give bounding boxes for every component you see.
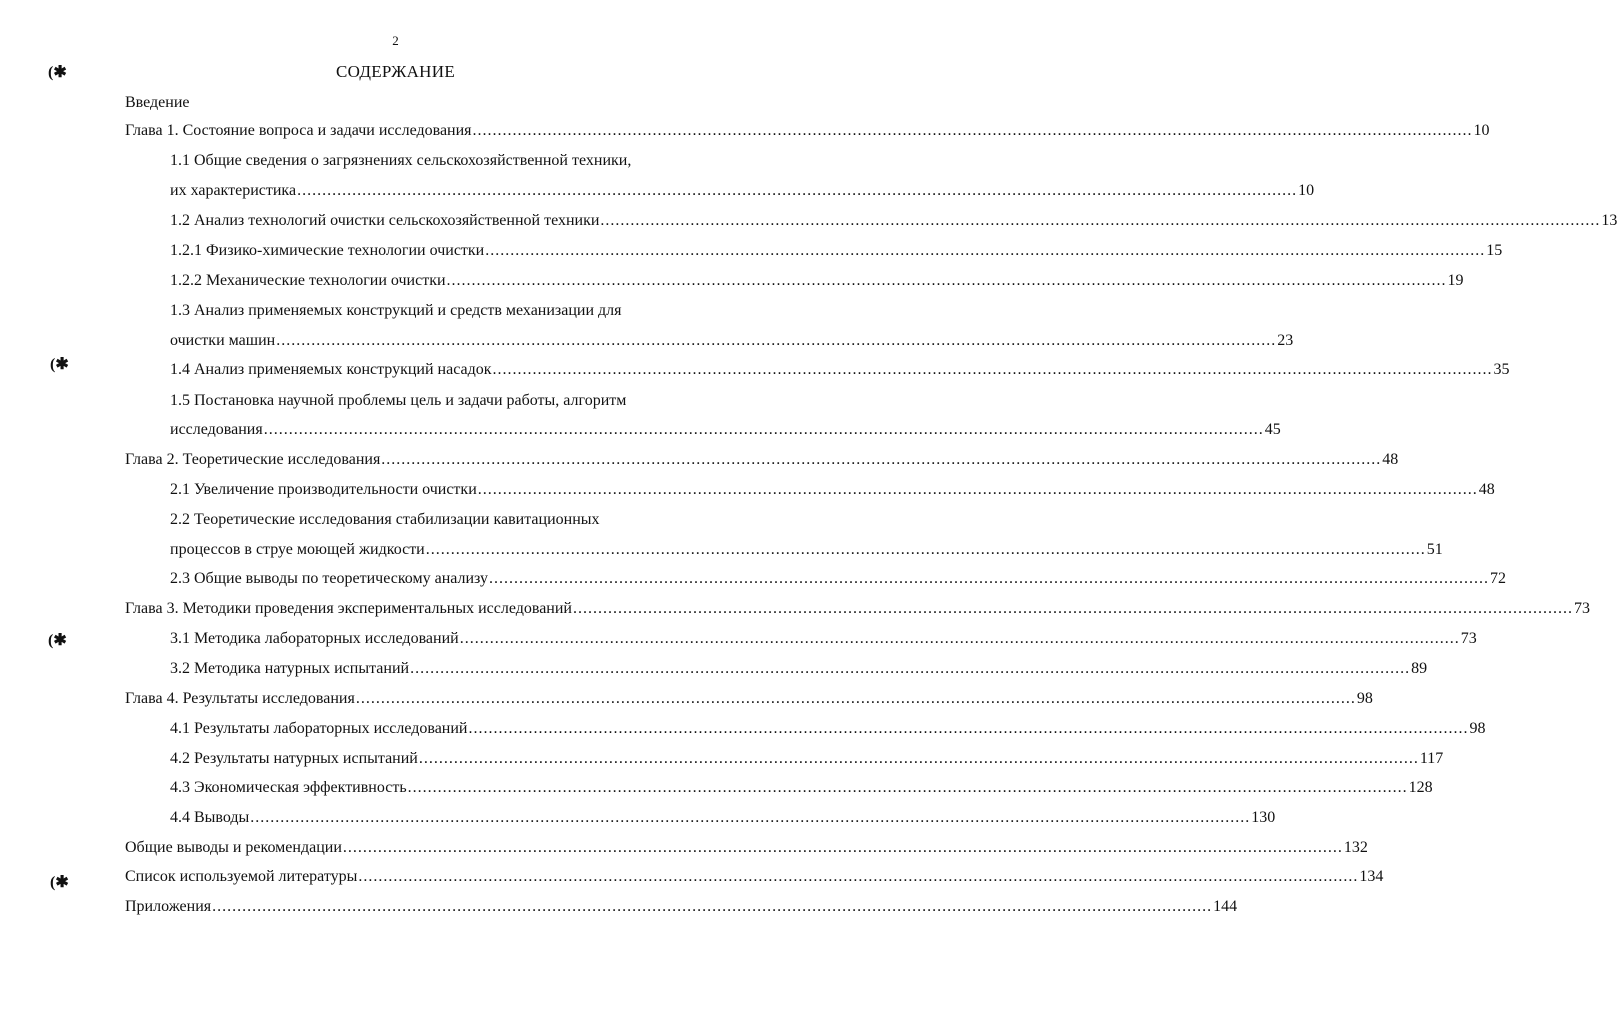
toc-entry-page: 128 <box>1408 779 1433 796</box>
toc-entry-page: 117 <box>1419 750 1444 767</box>
toc-entry-title: 2.3 Общие выводы по теоретическому анализу <box>170 570 489 587</box>
toc-entry-page: 48 <box>1382 451 1399 468</box>
dot-leader: ........................................................................................................................................................................................................ <box>212 898 1213 915</box>
toc-entry <box>125 838 1368 858</box>
dot-leader: ........................................................................................................................................................................................................ <box>600 212 1601 229</box>
toc-entry <box>125 93 190 113</box>
toc-entry-page: 72 <box>1490 570 1507 587</box>
dot-leader: ........................................................................................................................................................................................................ <box>407 779 1408 796</box>
toc-entry <box>125 599 1590 619</box>
toc-entry-page: 134 <box>1359 868 1384 885</box>
toc-entry <box>170 808 1276 828</box>
toc-entry-title: Глава 4. Результаты исследования <box>125 690 355 707</box>
dot-leader: ........................................................................................................................................................................................................ <box>342 839 1343 856</box>
toc-entry <box>125 121 1490 141</box>
binder-hole-mark-icon: (✱ <box>50 874 69 891</box>
toc-entry-page: 51 <box>1426 541 1443 558</box>
toc-entry <box>125 897 1238 917</box>
toc-entry-page: 15 <box>1486 242 1503 259</box>
dot-leader: ........................................................................................................................................................................................................ <box>297 182 1298 199</box>
toc-entry-page: 45 <box>1264 421 1281 438</box>
toc-entry-title: 1.1 Общие сведения о загрязнениях сельскохозяйственной техники, <box>170 152 632 169</box>
dot-leader: ........................................................................................................................................................................................................ <box>446 272 1447 289</box>
toc-entry-page: 23 <box>1277 332 1294 349</box>
dot-leader: ........................................................................................................................................................................................................ <box>472 122 1473 139</box>
toc-entry <box>170 301 622 321</box>
toc-entry-page: 48 <box>1478 481 1495 498</box>
toc-entry-title: 1.5 Постановка научной проблемы цель и задачи работы, алгоритм <box>170 392 627 409</box>
dot-leader: ........................................................................................................................................................................................................ <box>477 481 1478 498</box>
toc-entry-title: процессов в струе моющей жидкости <box>170 541 425 558</box>
toc-entry <box>170 271 1464 291</box>
toc-entry <box>170 241 1503 261</box>
toc-entry <box>170 659 1428 679</box>
dot-leader: ........................................................................................................................................................................................................ <box>459 630 1460 647</box>
toc-entry-title: очистки машин <box>170 332 276 349</box>
dot-leader: ........................................................................................................................................................................................................ <box>355 690 1356 707</box>
toc-entry-title: 3.1 Методика лабораторных исследований <box>170 630 459 647</box>
dot-leader: ........................................................................................................................................................................................................ <box>410 660 1411 677</box>
toc-entry-page: 10 <box>1298 182 1315 199</box>
toc-entry-title: Общие выводы и рекомендации <box>125 839 342 856</box>
toc-entry-title: Глава 2. Теоретические исследования <box>125 451 381 468</box>
toc-entry-title: их характеристика <box>170 182 297 199</box>
toc-entry-page: 144 <box>1213 898 1238 915</box>
toc-entry-page: 98 <box>1469 720 1486 737</box>
toc-entry-title: исследования <box>170 421 263 438</box>
toc-entry-page: 73 <box>1460 630 1477 647</box>
toc-entry <box>170 480 1495 500</box>
dot-leader: ........................................................................................................................................................................................................ <box>468 720 1469 737</box>
toc-entry-title: Введение <box>125 94 190 111</box>
toc-entry <box>125 689 1373 709</box>
page-number: 2 <box>392 33 399 48</box>
toc-entry-title: 2.2 Теоретические исследования стабилизации кавитационных <box>170 511 600 528</box>
toc-entry <box>170 510 600 530</box>
toc-entry-title: 1.2.1 Физико-химические технологии очистки <box>170 242 485 259</box>
toc-entry-page: 98 <box>1356 690 1373 707</box>
toc-entry-page: 35 <box>1493 361 1510 378</box>
toc-entry <box>125 867 1384 887</box>
dot-leader: ........................................................................................................................................................................................................ <box>276 332 1277 349</box>
toc-entry-page: 73 <box>1574 600 1590 617</box>
toc-entry-title: 4.3 Экономическая эффективность <box>170 779 407 796</box>
toc-entry <box>170 569 1507 589</box>
dot-leader: ........................................................................................................................................................................................................ <box>263 421 1264 438</box>
toc-entry-page: 130 <box>1251 809 1276 826</box>
page-title: СОДЕРЖАНИЕ <box>335 62 456 81</box>
toc-entry <box>170 181 1315 201</box>
toc-entry <box>170 331 1294 351</box>
toc-entry-title: 1.2.2 Механические технологии очистки <box>170 272 446 289</box>
toc-entry <box>170 151 631 171</box>
binder-hole-mark-icon: (✱ <box>48 64 67 81</box>
toc-entry-title: Приложения <box>125 898 212 915</box>
dot-leader: ........................................................................................................................................................................................................ <box>250 809 1251 826</box>
dot-leader: ........................................................................................................................................................................................................ <box>358 868 1359 885</box>
toc-entry <box>170 420 1281 440</box>
binder-hole-mark-icon: (✱ <box>50 356 69 373</box>
toc-entry-title: Список используемой литературы <box>125 868 358 885</box>
toc-entry-page: 89 <box>1411 660 1428 677</box>
toc-entry <box>170 719 1486 739</box>
toc-entry-title: 1.3 Анализ применяемых конструкций и средств механизации для <box>170 302 622 319</box>
dot-leader: ........................................................................................................................................................................................................ <box>492 361 1493 378</box>
toc-entry-page: 13 <box>1601 212 1617 229</box>
toc-entry-title: 4.1 Результаты лабораторных исследований <box>170 720 468 737</box>
toc-entry-page: 10 <box>1473 122 1490 139</box>
binder-hole-mark-icon: (✱ <box>48 632 67 649</box>
toc-entry <box>170 540 1443 560</box>
toc-entry-title: Глава 1. Состояние вопроса и задачи исследования <box>125 122 472 139</box>
toc-entry-title: 4.4 Выводы <box>170 809 250 826</box>
toc-entry-title: 3.2 Методика натурных испытаний <box>170 660 410 677</box>
toc-entry-title: 1.2 Анализ технологий очистки сельскохозяйственной техники <box>170 212 600 229</box>
toc-entry <box>170 360 1510 380</box>
dot-leader: ........................................................................................................................................................................................................ <box>485 242 1486 259</box>
dot-leader: ........................................................................................................................................................................................................ <box>489 570 1490 587</box>
toc-entry-title: 4.2 Результаты натурных испытаний <box>170 750 418 767</box>
toc-entry <box>170 749 1444 769</box>
dot-leader: ........................................................................................................................................................................................................ <box>418 750 1419 767</box>
toc-entry-page: 132 <box>1343 839 1368 856</box>
toc-entry-page: 19 <box>1447 272 1464 289</box>
toc-entry <box>125 450 1399 470</box>
toc-entry-title: 1.4 Анализ применяемых конструкций насадок <box>170 361 492 378</box>
toc-entry <box>170 778 1433 798</box>
toc-entry <box>170 391 626 411</box>
dot-leader: ........................................................................................................................................................................................................ <box>573 600 1573 617</box>
toc-entry <box>170 211 1617 231</box>
dot-leader: ........................................................................................................................................................................................................ <box>381 451 1382 468</box>
toc-entry <box>170 629 1477 649</box>
toc-entry-title: Глава 3. Методики проведения экспериментальных исследований <box>125 600 572 617</box>
toc-entry-title: 2.1 Увеличение производительности очистки <box>170 481 477 498</box>
dot-leader: ........................................................................................................................................................................................................ <box>425 541 1426 558</box>
